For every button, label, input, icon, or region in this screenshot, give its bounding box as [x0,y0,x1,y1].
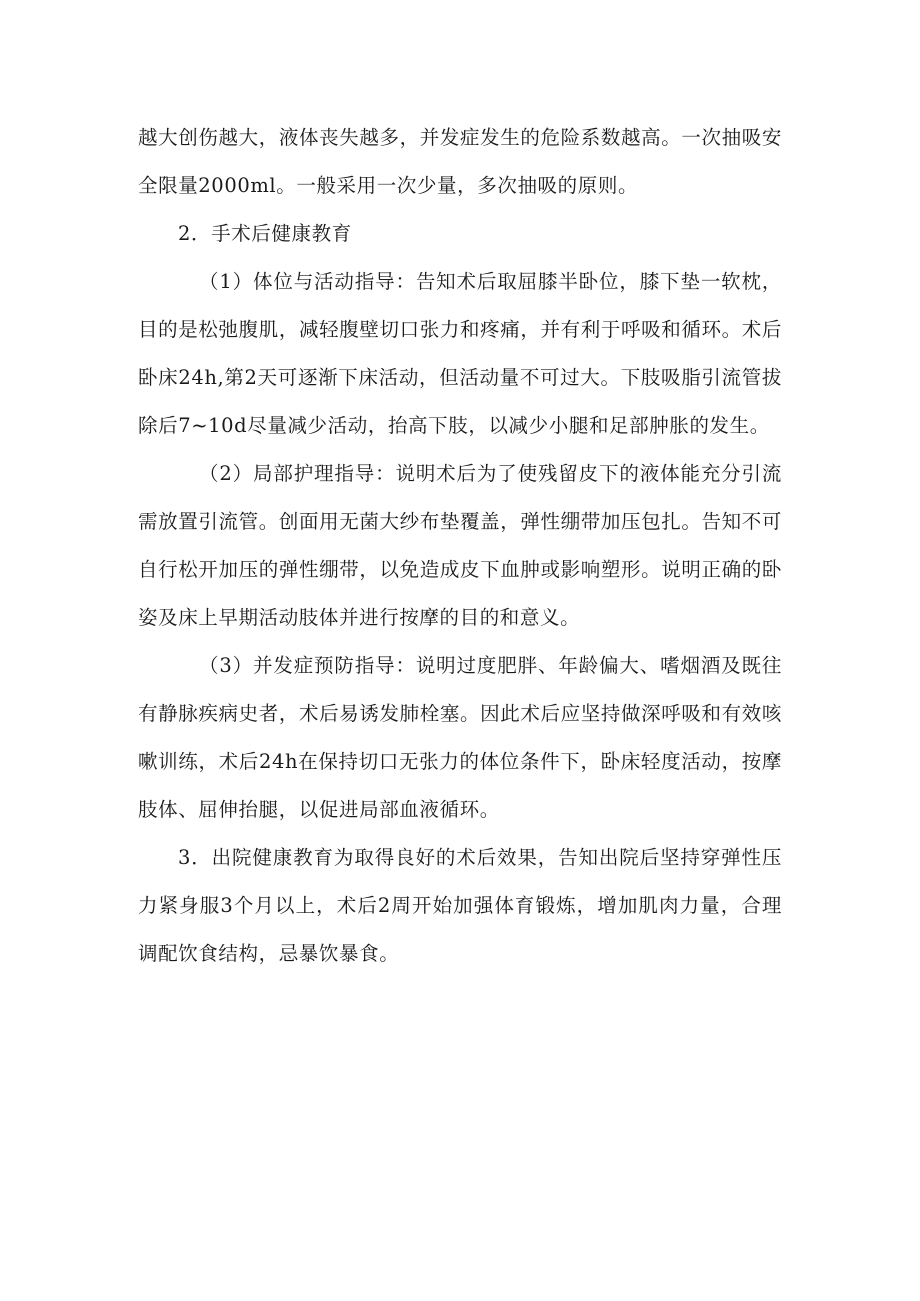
paragraph-local-care-guidance: （2）局部护理指导：说明术后为了使残留皮下的液体能充分引流需放置引流管。创面用无菌大纱布垫覆盖，弹性绷带加压包扎。告知不可自行松开加压的弹性绷带，以免造成皮下血肿或影响塑形。说明正确的卧姿及床上早期活动肢体并进行按摩的目的和意义。 [138,462,782,629]
section-heading-postoperative-education: 2．手术后健康教育 [178,222,352,245]
paragraph-discharge-education: 3．出院健康教育为取得良好的术后效果，告知出院后坚持穿弹性压力紧身服3个月以上，术后2周开始加强体育锻炼，增加肌肉力量，合理调配饮食结构，忌暴饮暴食。 [138,846,782,965]
paragraph-position-activity-guidance: （1）体位与活动指导：告知术后取屈膝半卧位，膝下垫一软枕，目的是松弛腹肌，减轻腹壁切口张力和疼痛，并有利于呼吸和循环。术后卧床24h,第2天可逐渐下床活动，但活动量不可过大。下肢吸脂引流管拔除后7~10d尽量减少活动，抬高下肢，以减少小腿和足部肿胀的发生。 [138,270,782,437]
paragraph-complication-prevention-guidance: （3）并发症预防指导：说明过度肥胖、年龄偏大、嗜烟酒及既往有静脉疾病史者，术后易诱发肺栓塞。因此术后应坚持做深呼吸和有效咳嗽训练，术后24h在保持切口无张力的体位条件下，卧床轻度活动，按摩肢体、屈伸抬腿，以促进局部血液循环。 [138,654,782,821]
document-body [138,114,782,978]
paragraph-continuation: 越大创伤越大，液体丧失越多，并发症发生的危险系数越高。一次抽吸安全限量2000ml。一般采用一次少量，多次抽吸的原则。 [138,126,782,197]
